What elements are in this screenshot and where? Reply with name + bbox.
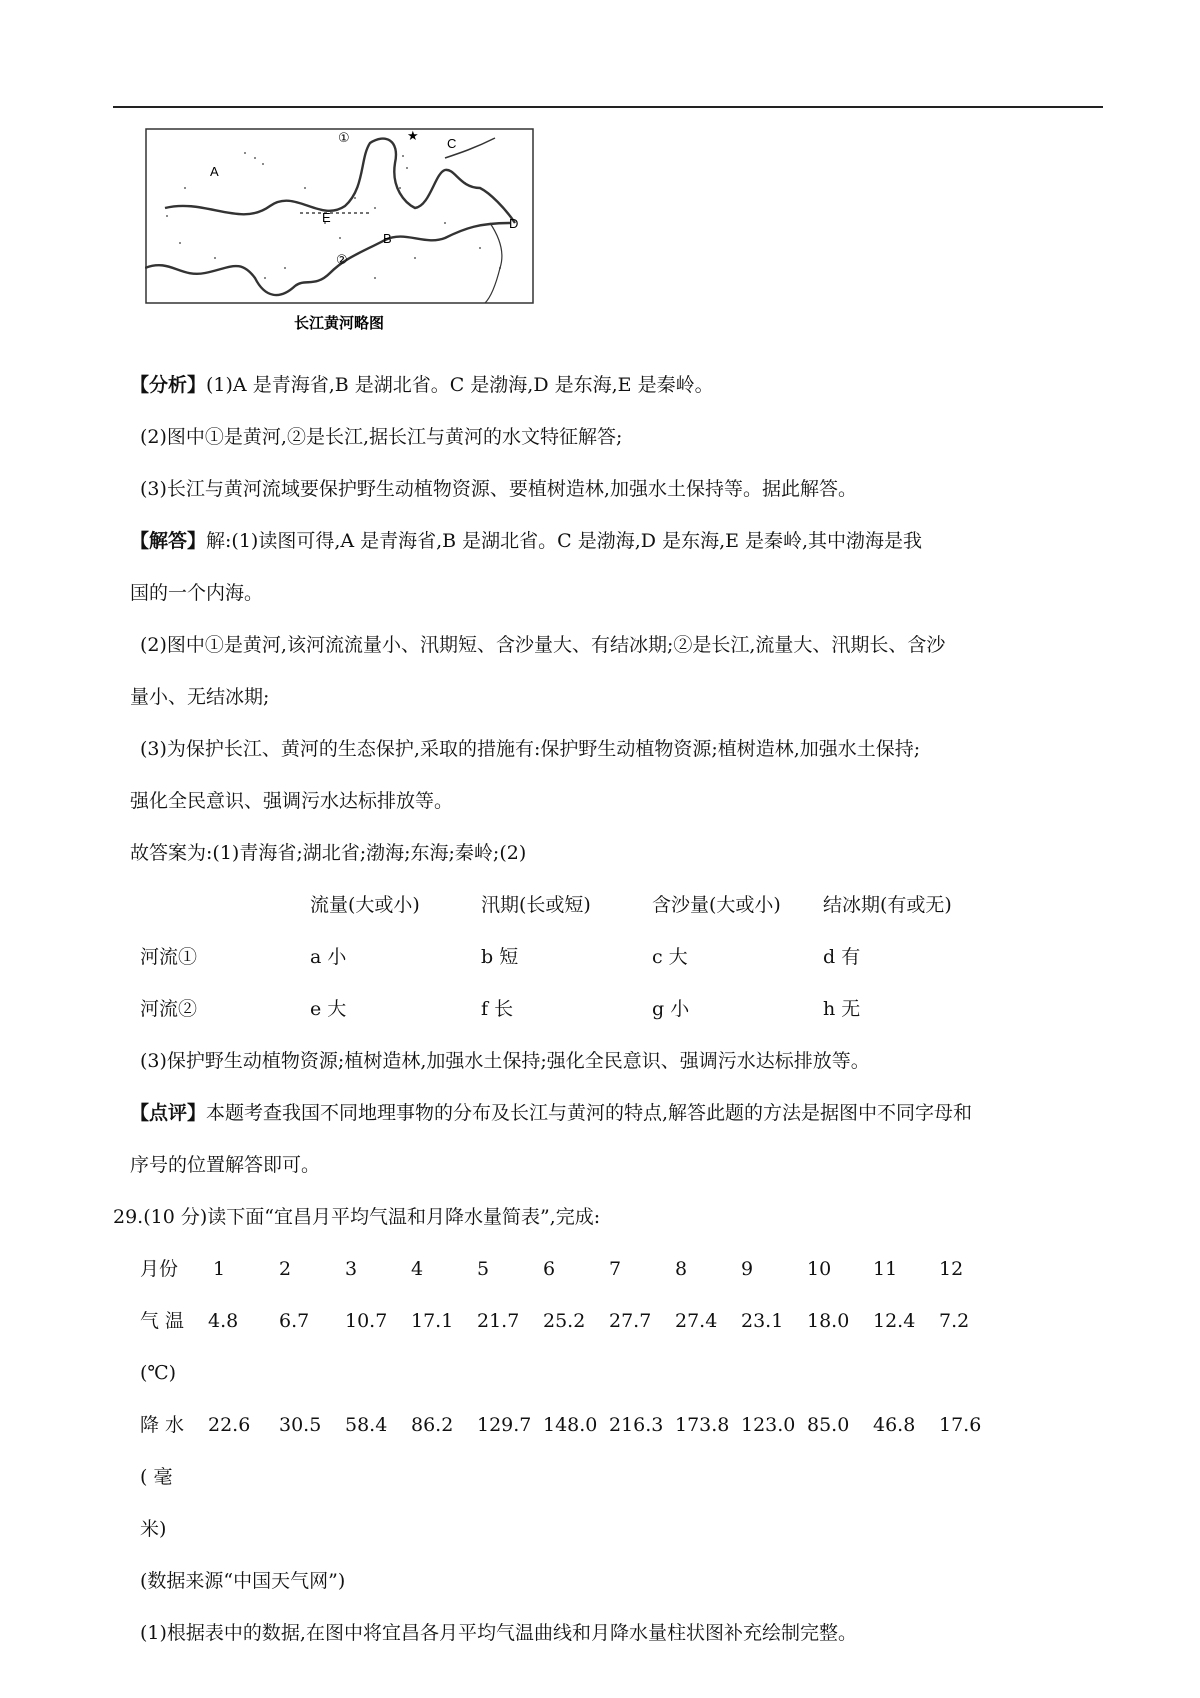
map-label-c: C	[447, 136, 457, 151]
comment-line-2: 序号的位置解答即可。	[130, 1154, 321, 1176]
precip-cell: 216.3	[609, 1414, 664, 1436]
capital-star-icon: ★	[407, 129, 419, 144]
table-row-label: 河流①	[140, 946, 198, 968]
analysis-line-3: (3)长江与黄河流域要保护野生动植物资源、要植树造林,加强水土保持等。据此解答。	[140, 478, 857, 500]
month-cell: 8	[675, 1258, 688, 1280]
table-cell: e 大	[310, 998, 347, 1020]
header-rule	[113, 106, 1103, 108]
temp-cell: 12.4	[873, 1310, 916, 1332]
map-label-yangtze: ②	[336, 253, 348, 268]
precip-unit-label-2: 米)	[140, 1518, 167, 1540]
precip-cell: 22.6	[208, 1414, 251, 1436]
map-label-a: A	[210, 164, 219, 179]
precip-label: 降 水	[140, 1414, 185, 1436]
temp-cell: 10.7	[345, 1310, 388, 1332]
table-cell: b 短	[481, 946, 519, 968]
answer-tag: 【解答】	[130, 530, 207, 552]
map-label-e: E	[322, 210, 331, 225]
answer-line-3b: 强化全民意识、强调污水达标排放等。	[130, 790, 454, 812]
precip-unit-label-1: ( 毫	[140, 1466, 173, 1488]
map-label-b: B	[383, 231, 392, 246]
precip-cell: 17.6	[939, 1414, 982, 1436]
table-row-label: 河流②	[140, 998, 198, 1020]
data-source: (数据来源“中国天气网”)	[140, 1570, 346, 1592]
precip-cell: 173.8	[675, 1414, 730, 1436]
month-cell: 2	[279, 1258, 292, 1280]
month-cell: 10	[807, 1258, 832, 1280]
month-cell: 11	[873, 1258, 898, 1280]
yangtze-yellow-river-map	[145, 128, 534, 343]
temp-cell: 6.7	[279, 1310, 310, 1332]
month-cell: 12	[939, 1258, 964, 1280]
table-cell: g 小	[652, 998, 690, 1020]
month-cell: 5	[477, 1258, 490, 1280]
question-29-sub-1: (1)根据表中的数据,在图中将宜昌各月平均气温曲线和月降水量柱状图补充绘制完整。	[140, 1622, 857, 1644]
precip-cell: 148.0	[543, 1414, 598, 1436]
table-header: 结冰期(有或无)	[823, 894, 952, 916]
precip-cell: 46.8	[873, 1414, 916, 1436]
map-label-yellow-river: ①	[338, 131, 350, 146]
temp-cell: 18.0	[807, 1310, 850, 1332]
question-29-title: 29.(10 分)读下面“宜昌月平均气温和月降水量简表”,完成:	[113, 1206, 601, 1228]
precip-cell: 30.5	[279, 1414, 322, 1436]
temp-cell: 7.2	[939, 1310, 970, 1332]
month-cell: 4	[411, 1258, 424, 1280]
analysis-tag: 【分析】	[130, 374, 207, 396]
temp-cell: 27.7	[609, 1310, 652, 1332]
month-cell: 7	[609, 1258, 622, 1280]
answer-final: 故答案为:(1)青海省;湖北省;渤海;东海;秦岭;(2)	[130, 842, 527, 864]
table-cell: a 小	[310, 946, 347, 968]
comment-line-1: 【点评】本题考查我国不同地理事物的分布及长江与黄河的特点,解答此题的方法是据图中不同字母和	[130, 1102, 973, 1124]
table-header: 流量(大或小)	[310, 894, 420, 916]
table-cell: f 长	[481, 998, 514, 1020]
temp-label: 气 温	[140, 1310, 185, 1332]
temp-cell: 23.1	[741, 1310, 784, 1332]
precip-cell: 58.4	[345, 1414, 388, 1436]
answer-part-3: (3)保护野生动植物资源;植树造林,加强水土保持;强化全民意识、强调污水达标排放等。	[140, 1050, 870, 1072]
month-cell: 6	[543, 1258, 556, 1280]
table-header: 汛期(长或短)	[481, 894, 591, 916]
temp-unit-label: (℃)	[140, 1362, 177, 1384]
table-header: 含沙量(大或小)	[652, 894, 781, 916]
month-cell: 3	[345, 1258, 358, 1280]
month-cell: 9	[741, 1258, 754, 1280]
answer-line-1b: 国的一个内海。	[130, 582, 264, 604]
table-cell: h 无	[823, 998, 861, 1020]
precip-cell: 86.2	[411, 1414, 454, 1436]
map-caption: 长江黄河略图	[293, 314, 385, 332]
temp-cell: 17.1	[411, 1310, 454, 1332]
temp-cell: 21.7	[477, 1310, 520, 1332]
precip-cell: 129.7	[477, 1414, 532, 1436]
comment-tag: 【点评】	[130, 1102, 207, 1124]
temp-cell: 27.4	[675, 1310, 718, 1332]
map-graphic	[145, 128, 534, 343]
analysis-line-1: 【分析】(1)A 是青海省,B 是湖北省。C 是渤海,D 是东海,E 是秦岭。	[130, 374, 714, 396]
answer-line-1: 【解答】解:(1)读图可得,A 是青海省,B 是湖北省。C 是渤海,D 是东海,E 是秦岭,其中渤海是我	[130, 530, 923, 552]
precip-cell: 85.0	[807, 1414, 850, 1436]
map-label-d: D	[509, 216, 519, 231]
temp-cell: 4.8	[208, 1310, 239, 1332]
table-cell: d 有	[823, 946, 861, 968]
answer-line-2: (2)图中①是黄河,该河流流量小、汛期短、含沙量大、有结冰期;②是长江,流量大、汛期长、含沙	[140, 634, 946, 656]
table-cell: c 大	[652, 946, 688, 968]
answer-line-2b: 量小、无结冰期;	[130, 686, 270, 708]
answer-line-3: (3)为保护长江、黄河的生态保护,采取的措施有:保护野生动植物资源;植树造林,加强水土保持;	[140, 738, 921, 760]
temp-cell: 25.2	[543, 1310, 586, 1332]
analysis-line-2: (2)图中①是黄河,②是长江,据长江与黄河的水文特征解答;	[140, 426, 623, 448]
precip-cell: 123.0	[741, 1414, 796, 1436]
month-cell: 1	[213, 1258, 226, 1280]
months-label: 月份	[140, 1258, 179, 1280]
